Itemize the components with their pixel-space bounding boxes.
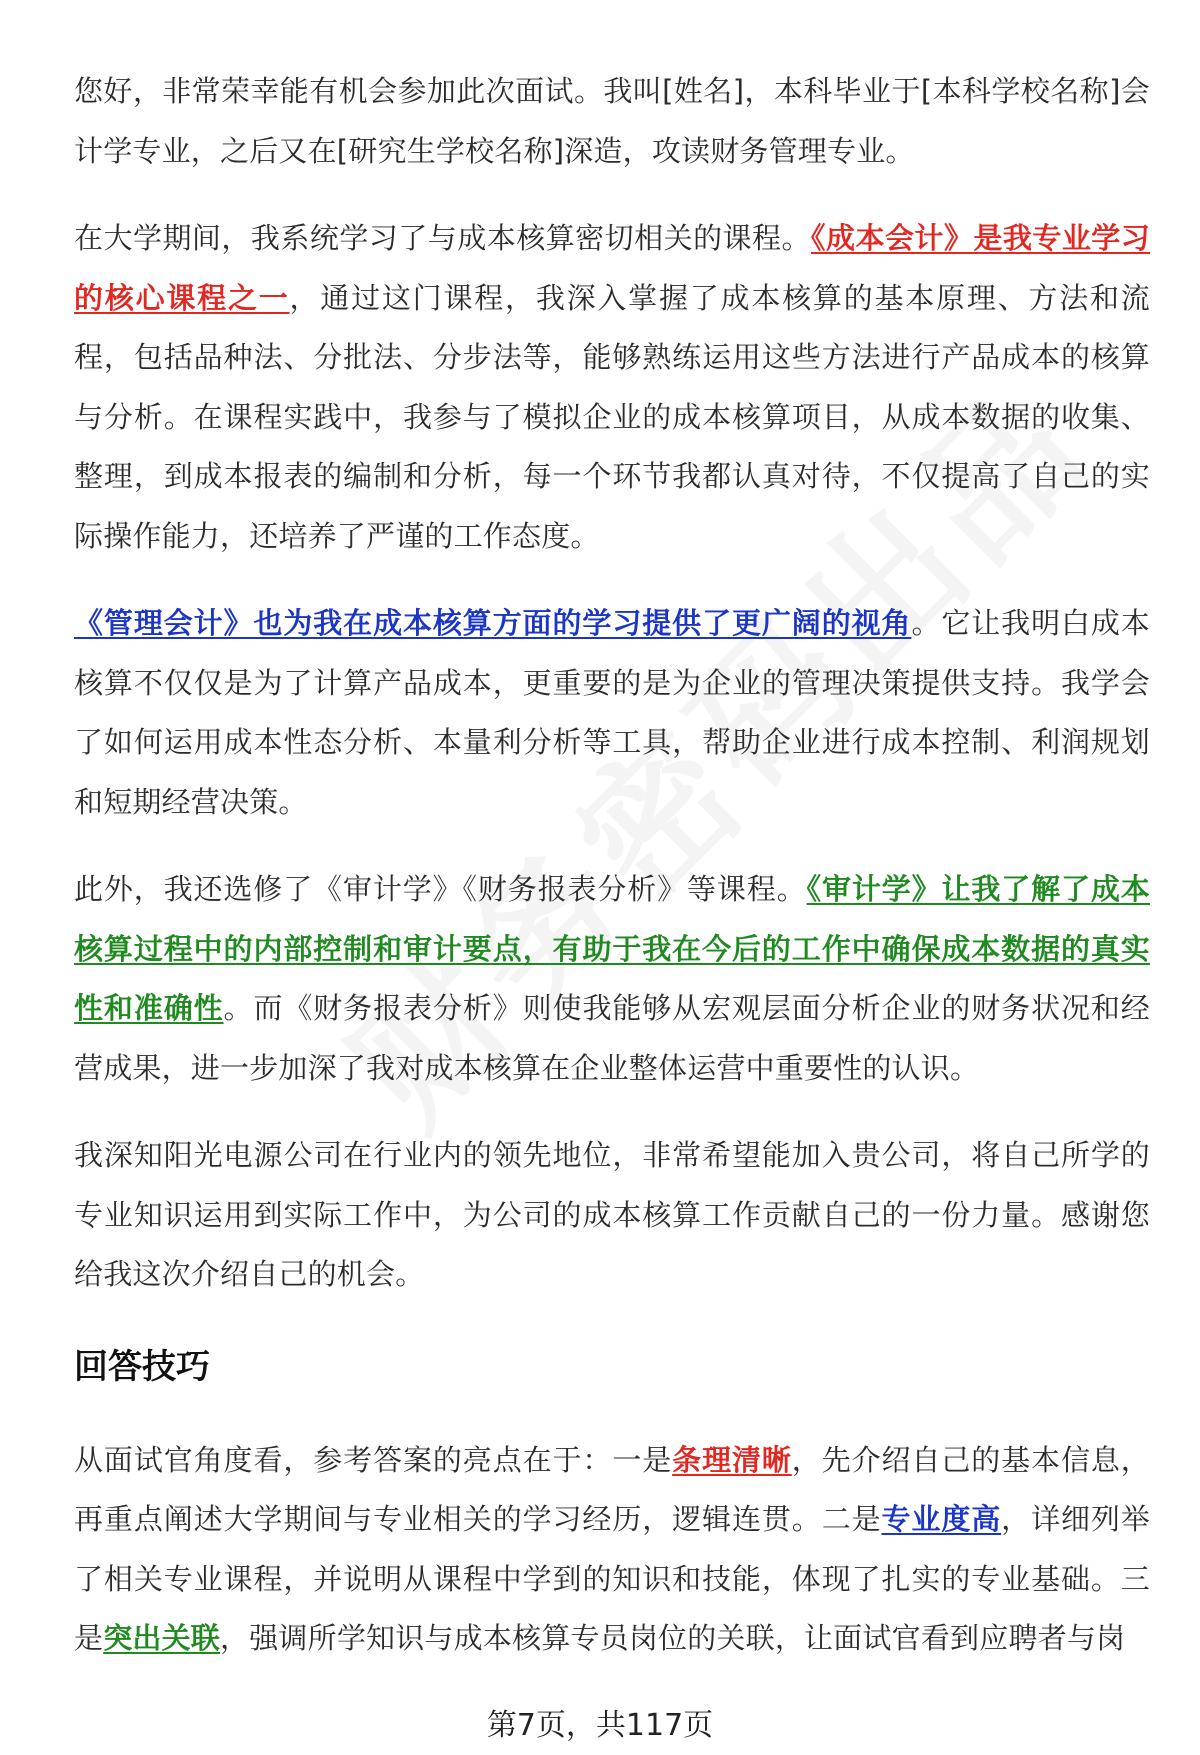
paragraph-text: ，详细列举了相关专业课程，并说明从课程中学到的知识和技能，体现了扎实的专业基础。三是 (74, 1502, 1150, 1655)
document-body (74, 62, 1150, 1697)
page-number: 第7页，共117页 (486, 1708, 714, 1743)
paragraph-tips (74, 1431, 1150, 1669)
paragraph-text: 此外，我还选修了《审计学》《财务报表分析》等课程。 (74, 872, 807, 906)
paragraph-cost-accounting (74, 209, 1150, 566)
section-heading: 回答技巧 (74, 1346, 210, 1387)
paragraph-text: 我深知阳光电源公司在行业内的领先地位，非常希望能加入贵公司，将自己所学的专业知识运用到实际工作中，为公司的成本核算工作贡献自己的一份力量。感谢您给我这次介绍自己的机会。 (74, 1138, 1150, 1291)
paragraph-management-accounting (74, 594, 1150, 832)
paragraph-text: ，通过这门课程，我深入掌握了成本核算的基本原理、方法和流程，包括品种法、分批法、分步法等，能够熟练运用这些方法进行产品成本的核算与分析。在课程实践中，我参与了模拟企业的成本核算项目，从成本数据的收集、整理，到成本报表的编制和分析，每一个环节我都认真对待，不仅提高了自己的实际操作能力，还培养了严谨的工作态度。 (74, 280, 1150, 553)
highlight-red-text: 条理清晰 (672, 1442, 792, 1477)
paragraph-text: 。它让我明白成本核算不仅仅是为了计算产品成本，更重要的是为企业的管理决策提供支持。我学会了如何运用成本性态分析、本量利分析等工具，帮助企业进行成本控制、利润规划和短期经营决策。 (74, 606, 1150, 819)
paragraph-text: 从面试官角度看，参考答案的亮点在于：一是 (74, 1442, 673, 1477)
paragraph-text: 。而《财务报表分析》则使我能够从宏观层面分析企业的财务状况和经营成果，进一步加深了我对成本核算在企业整体运营中重要性的认识。 (74, 991, 1150, 1085)
paragraph-text: ，先介绍自己的基本信息，再重点阐述大学期间与专业相关的学习经历，逻辑连贯。二是 (74, 1442, 1150, 1536)
paragraph-closing (74, 1126, 1150, 1305)
highlight-red-text: 《成本会计》是我专业学习的核心课程之一 (74, 221, 1150, 315)
paragraph-text: ，强调所学知识与成本核算专员岗位的关联，让面试官看到应聘者与岗 (220, 1621, 1126, 1655)
highlight-green-text: 突出关联 (103, 1621, 221, 1655)
paragraph-audit (74, 860, 1150, 1098)
highlight-blue-text: 专业度高 (881, 1502, 1002, 1536)
paragraph-intro (74, 62, 1150, 181)
highlight-blue-text: 《管理会计》也为我在成本核算方面的学习提供了更广阔的视角 (74, 606, 912, 640)
paragraph-text: 您好，非常荣幸能有机会参加此次面试。我叫[姓名]，本科毕业于[本科学校名称]会计学专业，之后又在[研究生学校名称]深造，攻读财务管理专业。 (74, 74, 1150, 168)
paragraph-text: 在大学期间，我系统学习了与成本核算密切相关的课程。 (74, 221, 811, 255)
highlight-green-text: 《审计学》让我了解了成本核算过程中的内部控制和审计要点，有助于我在今后的工作中确保成本数据的真实性和准确性 (74, 872, 1150, 1025)
